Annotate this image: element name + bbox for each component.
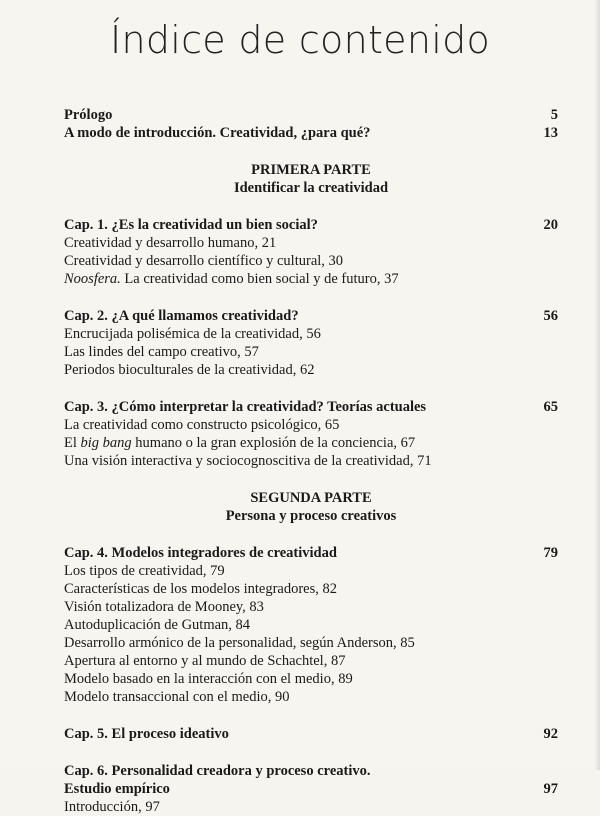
section-label: La creatividad como constructo psicológico, 65 bbox=[64, 417, 340, 433]
section-label: Los tipos de creatividad, 79 bbox=[64, 563, 225, 579]
toc-entry-label: A modo de introducción. Creatividad, ¿para qué? bbox=[64, 125, 371, 141]
section-label: Desarrollo armónico de la personalidad, según Anderson, 85 bbox=[64, 635, 415, 651]
toc-section[interactable] bbox=[64, 634, 558, 652]
toc-entry-page: 5 bbox=[550, 107, 558, 123]
section-label: Autoduplicación de Gutman, 84 bbox=[64, 617, 251, 633]
toc-section[interactable] bbox=[64, 361, 558, 379]
section-label: Las lindes del campo creativo, 57 bbox=[64, 344, 259, 360]
page-title: Índice de contenido bbox=[109, 18, 491, 62]
section-label-italic: Noosfera. bbox=[64, 271, 121, 287]
toc-section[interactable] bbox=[64, 343, 558, 361]
section-label: Periodos bioculturales de la creatividad, 62 bbox=[64, 362, 315, 378]
toc-section[interactable] bbox=[64, 798, 558, 816]
chapter-title: Cap. 2. ¿A qué llamamos creatividad? bbox=[64, 308, 299, 324]
toc-section[interactable] bbox=[64, 562, 558, 580]
part-heading: PRIMERA PARTE bbox=[251, 162, 371, 178]
toc-entry-introduccion[interactable] bbox=[64, 124, 558, 142]
toc-chapter-6-line2[interactable] bbox=[64, 780, 558, 798]
toc-entry-page: 13 bbox=[543, 125, 558, 141]
toc-chapter-4[interactable] bbox=[64, 544, 558, 562]
section-label: Modelo basado en la interacción con el medio, 89 bbox=[64, 671, 353, 687]
section-label-italic: big bang bbox=[80, 435, 132, 451]
section-label: Creatividad y desarrollo científico y cultural, 30 bbox=[64, 253, 344, 269]
toc-section[interactable] bbox=[64, 688, 558, 706]
chapter-page: 79 bbox=[543, 545, 558, 561]
chapter-title: Cap. 6. Personalidad creadora y proceso creativo. bbox=[64, 763, 371, 779]
toc-section[interactable] bbox=[64, 234, 558, 252]
toc-chapter-3[interactable] bbox=[64, 398, 558, 416]
toc-section[interactable] bbox=[64, 325, 558, 343]
section-label: Una visión interactiva y sociocognoscitiva de la creatividad, 71 bbox=[64, 453, 432, 469]
section-label: Características de los modelos integradores, 82 bbox=[64, 581, 338, 597]
toc-section[interactable] bbox=[64, 452, 558, 470]
chapter-title: Cap. 4. Modelos integradores de creatividad bbox=[64, 545, 337, 561]
toc-section[interactable] bbox=[64, 616, 558, 634]
toc-section[interactable] bbox=[64, 270, 558, 288]
section-label: humano o la gran explosión de la conciencia, 67 bbox=[131, 435, 416, 451]
toc-section[interactable] bbox=[64, 416, 558, 434]
page-edge-shadow bbox=[594, 0, 600, 770]
toc-section[interactable] bbox=[64, 652, 558, 670]
chapter-page: 20 bbox=[543, 217, 558, 233]
toc-chapter-1[interactable] bbox=[64, 216, 558, 234]
toc-section[interactable] bbox=[64, 598, 558, 616]
part-subtitle: Identificar la creatividad bbox=[233, 180, 389, 196]
table-of-contents bbox=[64, 106, 558, 816]
section-label: Introducción, 97 bbox=[64, 799, 160, 815]
section-label-prefix: El bbox=[64, 435, 81, 451]
toc-entry-label: Prólogo bbox=[64, 107, 113, 123]
part-subtitle: Persona y proceso creativos bbox=[225, 508, 397, 524]
toc-section[interactable] bbox=[64, 252, 558, 270]
toc-chapter-2[interactable] bbox=[64, 307, 558, 325]
chapter-page: 65 bbox=[543, 399, 558, 415]
section-label: Visión totalizadora de Mooney, 83 bbox=[64, 599, 264, 615]
chapter-title-continued: Estudio empírico bbox=[64, 781, 170, 797]
section-label: Encrucijada polisémica de la creatividad, 56 bbox=[64, 326, 321, 342]
toc-entry-prologo[interactable] bbox=[64, 106, 558, 124]
section-label: Apertura al entorno y al mundo de Schachtel, 87 bbox=[64, 653, 346, 669]
toc-chapter-6[interactable] bbox=[64, 762, 558, 780]
part-heading: SEGUNDA PARTE bbox=[250, 490, 372, 506]
section-label: Modelo transaccional con el medio, 90 bbox=[64, 689, 290, 705]
toc-chapter-5[interactable] bbox=[64, 725, 558, 743]
toc-section[interactable] bbox=[64, 670, 558, 688]
chapter-title: Cap. 3. ¿Cómo interpretar la creatividad? Teorías actuales bbox=[64, 399, 427, 415]
section-label: Creatividad y desarrollo humano, 21 bbox=[64, 235, 277, 251]
chapter-page: 56 bbox=[543, 308, 558, 324]
chapter-page: 97 bbox=[543, 781, 558, 797]
chapter-title: Cap. 1. ¿Es la creatividad un bien social? bbox=[64, 217, 318, 233]
chapter-title: Cap. 5. El proceso ideativo bbox=[64, 726, 229, 742]
chapter-page: 92 bbox=[543, 726, 558, 742]
toc-section[interactable] bbox=[64, 434, 558, 452]
section-label: La creatividad como bien social y de futuro, 37 bbox=[120, 271, 399, 287]
toc-section[interactable] bbox=[64, 580, 558, 598]
